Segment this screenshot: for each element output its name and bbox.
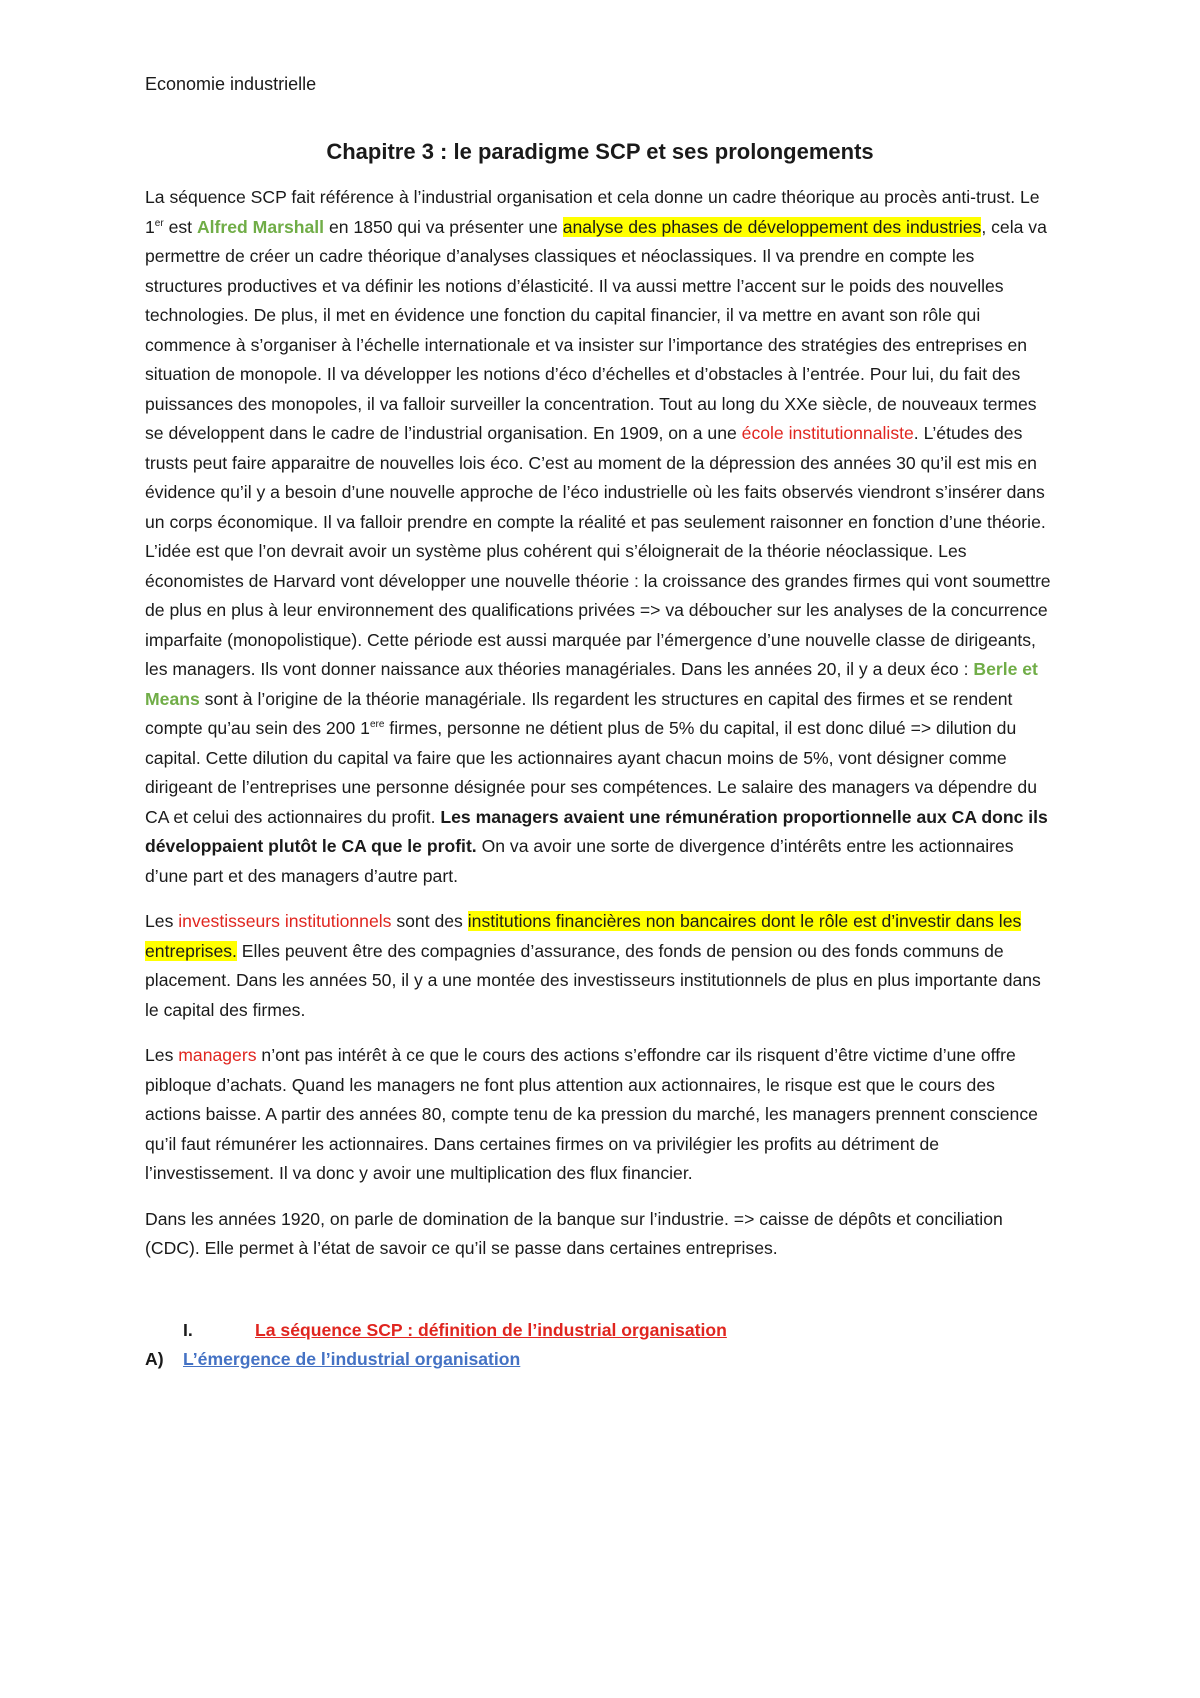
p1-superscript-er: er	[154, 217, 164, 229]
toc-item-section-1	[145, 1316, 1055, 1346]
highlight-analyse-phases: analyse des phases de développement des industries	[562, 216, 982, 237]
paragraph-banque: Dans les années 1920, on parle de domination de la banque sur l’industrie. => caisse de dépôts et conciliation (CDC). Elle permet à l’état de savoir ce qu’il se passe dans certaines entreprises.	[145, 1208, 1003, 1258]
p1-text-2: est	[163, 216, 197, 237]
paragraph-managers	[145, 1041, 1055, 1189]
paragraph-investisseurs	[145, 907, 1055, 1025]
p1-text-3: en 1850 qui va présenter une	[324, 216, 563, 237]
p1-text-1: La séquence SCP fait référence à l’industrial organisation et cela donne un cadre théorique au procès anti-trust. Le 1	[145, 187, 1040, 237]
term-managers: managers	[178, 1045, 257, 1065]
p1-text-5: . L’études des trusts peut faire apparaitre de nouvelles lois éco. C’est au moment de la dépression des années 30 qu’il est mis en évidence qu’il y a besoin d’une nouvelle approche de l’éco industrielle où les faits observés viendront s’insérer dans un corps économique. Il va falloir prendre en compte la réalité et pas seulement raisonner en fonction d’une théorie. L’idée est que l’on devrait avoir un système plus cohérent qui s’éloignerait de la théorie néoclassique. Les économistes de Harvard vont développer une nouvelle théorie : la croissance des grandes firmes qui vont soumettre de plus en plus à leur environnement des qualifications privées => va déboucher sur les analyses de la concurrence imparfaite (monopolistique). Cette période est aussi marquée par l’émergence d’une nouvelle classe de dirigeants, les managers. Ils vont donner naissance aux théories managériales. Dans les années 20, il y a deux éco :	[145, 423, 1051, 679]
toc-item-subsection-a	[145, 1345, 1055, 1375]
highlight-institutions-financieres: institutions financières non bancaires dont le rôle est d’investir dans les entreprises.	[145, 911, 1022, 961]
chapter-title: Chapitre 3 : le paradigme SCP et ses prolongements	[326, 139, 874, 164]
name-berle-means: Berle et Means	[145, 659, 1038, 709]
toc-heading-sequence-scp[interactable]: La séquence SCP : définition de l’industrial organisation	[255, 1319, 727, 1340]
document-header: Economie industrielle	[145, 74, 317, 94]
p1-text-7: firmes, personne ne détient plus de 5% du capital, il est donc dilué => dilution du capital. Cette dilution du capital va faire que les actionnaires ayant chacun moins de 5%, vont désigner comme dirigeant de l’entreprises une personne désignée pour ses compétences. Le salaire des managers va dépendre du CA et celui des actionnaires du profit.	[145, 718, 1037, 827]
term-ecole-institutionnaliste: école institutionnaliste	[741, 423, 914, 443]
p2-text-1: Les	[145, 911, 179, 931]
toc-number-a: A)	[145, 1349, 164, 1369]
p1-text-8: On va avoir une sorte de divergence d’intérêts entre les actionnaires d’une part et des managers d’autre part.	[145, 836, 1014, 886]
bold-managers-remuneration: Les managers avaient une rémunération proportionnelle aux CA donc ils développaient plutôt le CA que le profit.	[145, 806, 1048, 856]
p3-text-2: n’ont pas intérêt à ce que le cours des actions s’effondre car ils risquent d’être victime d’une offre pibloque d’achats. Quand les managers ne font plus attention aux actionnaires, le risque est que le cours des actions baisse. A partir des années 80, compte tenu de ka pression du marché, les managers prennent conscience qu’il faut rémunérer les actionnaires. Dans certaines firmes on va privilégier les profits au détriment de l’investissement. Il va donc y avoir une multiplication des flux financier.	[145, 1045, 1038, 1183]
p1-text-6: sont à l’origine de la théorie managériale. Ils regardent les structures en capital des firmes et se rendent compte qu’au sein des 200 1	[145, 688, 1013, 738]
paragraph-intro	[145, 183, 1055, 891]
p2-text-2: sont des	[391, 911, 468, 931]
toc-heading-emergence[interactable]: L’émergence de l’industrial organisation	[183, 1349, 521, 1369]
term-investisseurs-institutionnels: investisseurs institutionnels	[178, 911, 392, 931]
toc-number-1: I.	[183, 1319, 193, 1340]
p1-superscript-ere: ere	[369, 719, 385, 730]
table-of-contents	[145, 1316, 1055, 1375]
p1-text-4: , cela va permettre de créer un cadre théorique d’analyses classiques et néoclassiques. Il va prendre en compte les structures productives et va définir les notions d’élasticité. Il va aussi mettre l’accent sur le poids des nouvelles technologies. De plus, il met en évidence une fonction du capital financier, il va mettre en avant son rôle qui commence à s’organiser à l’échelle internationale et va insister sur l’importance des stratégies des entreprises en situation de monopole. Il va développer les notions d’éco d’échelles et d’obstacles à l’entrée. Pour lui, du fait des puissances des monopoles, il va falloir surveiller la concentration. Tout au long du XXe siècle, de nouveaux termes se développent dans le cadre de l’industrial organisation. En 1909, on a une	[145, 216, 1047, 443]
p3-text-1: Les	[145, 1045, 179, 1065]
p2-text-3: Elles peuvent être des compagnies d’assurance, des fonds de pension ou des fonds communs de placement. Dans les années 50, il y a une montée des investisseurs institutionnels de plus en plus importante dans le capital des firmes.	[145, 940, 1041, 1020]
name-alfred-marshall: Alfred Marshall	[196, 216, 325, 237]
